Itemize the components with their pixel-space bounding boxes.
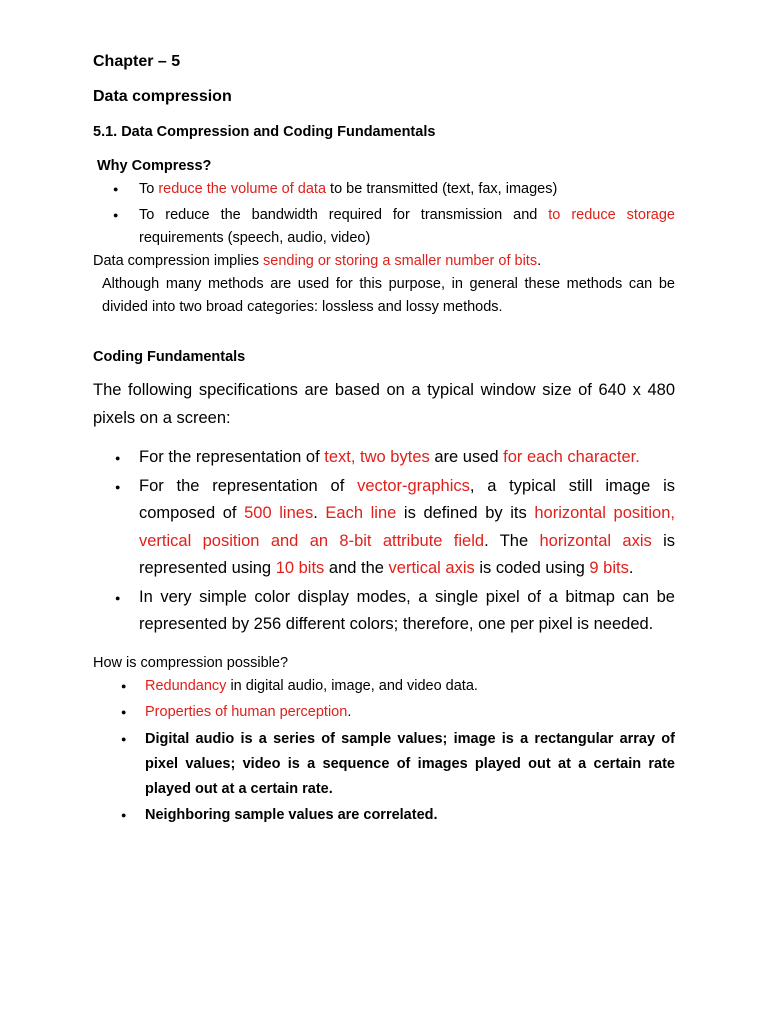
list-item: ● Properties of human perception.	[93, 700, 675, 725]
highlight-text: reduce the volume of data	[158, 181, 327, 197]
highlight-text: Redundancy	[145, 677, 227, 694]
coding-intro-paragraph: The following specifications are based on a typical window size of 640 x 480 pixels on a screen:	[93, 381, 675, 427]
implies-paragraph: Data compression implies sending or storing a smaller number of bits.	[93, 253, 542, 269]
chapter-title: Data compression	[93, 88, 232, 105]
highlight-text: Properties of human perception	[145, 703, 348, 720]
highlight-text: sending or storing a smaller number of bits	[263, 253, 538, 269]
list-item: ● Redundancy in digital audio, image, and video data.	[93, 674, 675, 699]
how-is-compression-possible-heading: How is compression possible?	[93, 654, 289, 671]
highlight-text: 9 bits	[589, 559, 629, 577]
why-compress-heading: Why Compress?	[97, 158, 212, 174]
why-compress-list	[93, 178, 675, 250]
list-item: ● To reduce the volume of data to be transmitted (text, fax, images)	[93, 178, 675, 201]
list-item: ● In very simple color display modes, a single pixel of a bitmap can be represented by 256 different colors; therefore, one per pixel is needed.	[93, 584, 675, 639]
list-item: ● Digital audio is a series of sample values; image is a rectangular array of pixel values; video is a sequence of images played out at a certain rate played out at a certain rate.	[93, 727, 675, 802]
highlight-text: 500 lines	[244, 504, 314, 522]
highlight-text: horizontal position, vertical position and an 8-bit attribute field	[139, 504, 675, 550]
highlight-text: horizontal axis	[539, 531, 652, 550]
coding-fundamentals-heading: Coding Fundamentals	[93, 349, 246, 365]
highlight-text: for each character.	[503, 448, 640, 466]
list-item: ● For the representation of text, two bytes are used for each character.	[93, 444, 675, 472]
section-heading: 5.1. Data Compression and Coding Fundamentals	[93, 124, 436, 140]
highlight-text: Each line	[325, 504, 397, 522]
highlight-text: 10 bits	[275, 559, 325, 577]
categories-paragraph: Although many methods are used for this purpose, in general these methods can be divided into two broad categories: lossless and lossy methods.	[102, 276, 675, 315]
list-item: ● Neighboring sample values are correlated.	[93, 803, 675, 828]
chapter-heading: Chapter – 5	[93, 53, 181, 70]
how-list	[93, 674, 675, 828]
coding-list	[93, 444, 675, 639]
list-item: ● To reduce the bandwidth required for transmission and to reduce storage requirements (speech, audio, video)	[93, 204, 675, 250]
highlight-text: vector-graphics	[357, 476, 470, 495]
highlight-text: text, two bytes	[324, 448, 430, 466]
list-item: ● For the representation of vector-graphics, a typical still image is composed of 500 lines. Each line is defined by its horizontal position, vertical position and an 8-bit attribute field. The horizontal axis is represented using 10 bits and the vertical axis is coded using 9 bits.	[93, 473, 675, 583]
highlight-text: to reduce storage	[548, 207, 675, 223]
highlight-text: vertical axis	[388, 559, 475, 577]
